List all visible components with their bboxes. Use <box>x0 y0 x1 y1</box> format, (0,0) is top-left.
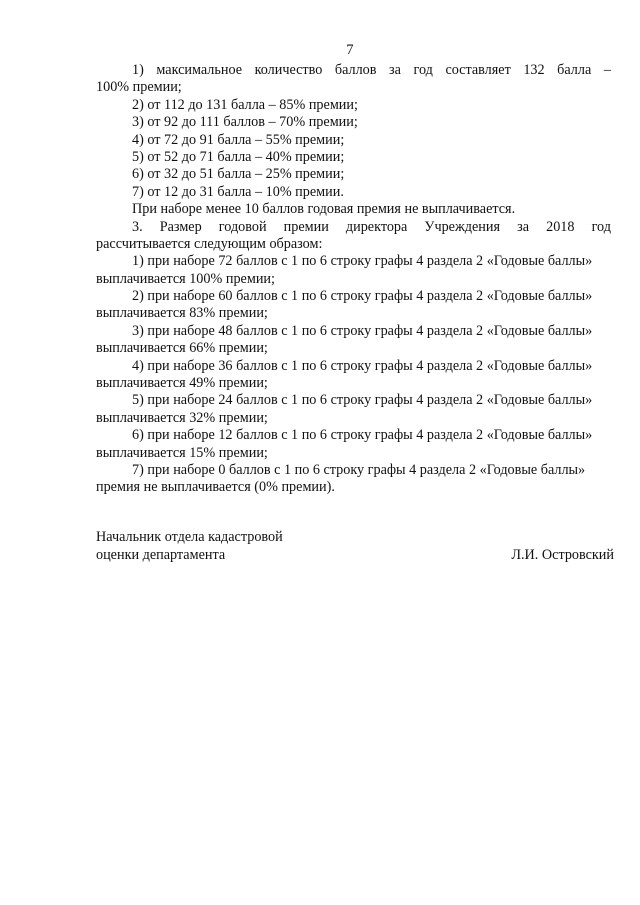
list-1-item-5: 5) от 52 до 71 балла – 40% премии; <box>132 148 345 165</box>
word: директора <box>345 218 408 235</box>
word: 3. <box>132 218 143 235</box>
list-1-item-1-line-1 <box>96 62 611 79</box>
list-2-item-5-line-2: выплачивается 32% премии; <box>96 409 268 426</box>
list-1-item-2: 2) от 112 до 131 балла – 85% премии; <box>132 96 358 113</box>
signature-row <box>96 547 614 565</box>
word: балла <box>557 62 592 78</box>
signature-block <box>96 529 614 564</box>
word: год <box>413 62 433 78</box>
list-1-item-1-line-2: 100% премии; <box>96 79 182 96</box>
list-2-item-5-line-1: 5) при наборе 24 баллов с 1 по 6 строку графы 4 раздела 2 «Годовые баллы» <box>132 392 593 409</box>
word: годовой <box>218 218 267 235</box>
list-1-item-7: 7) от 12 до 31 балла – 10% премии. <box>132 183 344 200</box>
list-1-item-3: 3) от 92 до 111 баллов – 70% премии; <box>132 114 358 131</box>
list-2-item-1-line-2: выплачивается 100% премии; <box>96 270 275 287</box>
signatory-position-line-2: оценки департамента <box>96 546 226 563</box>
word: за <box>517 218 530 235</box>
word: 1) <box>132 62 144 78</box>
list-2-item-7-line-1: 7) при наборе 0 баллов с 1 по 6 строку графы 4 раздела 2 «Годовые баллы» <box>132 461 586 478</box>
list-2-item-6-line-2: выплачивается 15% премии; <box>96 444 268 461</box>
list-2-item-6-line-1: 6) при наборе 12 баллов с 1 по 6 строку графы 4 раздела 2 «Годовые баллы» <box>132 427 593 444</box>
page-number: 7 <box>346 42 354 58</box>
signatory-position-line-1: Начальник отдела кадастровой <box>96 529 283 545</box>
word: 132 <box>523 62 545 78</box>
word: составляет <box>445 62 511 78</box>
word: год <box>591 218 611 235</box>
list-1-item-4: 4) от 72 до 91 балла – 55% премии; <box>132 131 345 148</box>
word: количество <box>254 62 323 78</box>
list-2-item-1-line-1: 1) при наборе 72 баллов с 1 по 6 строку графы 4 раздела 2 «Годовые баллы» <box>132 253 593 270</box>
list-1-note: При наборе менее 10 баллов годовая премия не выплачивается. <box>132 201 516 218</box>
list-2-item-2-line-1: 2) при наборе 60 баллов с 1 по 6 строку графы 4 раздела 2 «Годовые баллы» <box>132 288 593 305</box>
word: Учреждения <box>424 218 501 235</box>
section-3-line-2: рассчитывается следующим образом: <box>96 235 323 252</box>
signatory-name: Л.И. Островский <box>511 546 614 563</box>
word: – <box>603 62 611 78</box>
list-2-item-2-line-2: выплачивается 83% премии; <box>96 305 268 322</box>
section-3-line-1 <box>96 219 611 236</box>
list-2-item-7-line-2: премия не выплачивается (0% премии). <box>96 479 335 496</box>
list-2-item-3-line-1: 3) при наборе 48 баллов с 1 по 6 строку графы 4 раздела 2 «Годовые баллы» <box>132 322 593 339</box>
word: 2018 <box>546 218 575 235</box>
word: максимальное <box>156 62 243 78</box>
list-2-item-4-line-1: 4) при наборе 36 баллов с 1 по 6 строку графы 4 раздела 2 «Годовые баллы» <box>132 357 593 374</box>
word: премии <box>283 218 329 235</box>
word: Размер <box>159 218 202 235</box>
document-body <box>96 62 611 497</box>
word: баллов <box>334 62 377 78</box>
list-1-item-6: 6) от 32 до 51 балла – 25% премии; <box>132 166 345 183</box>
list-2-item-4-line-2: выплачивается 49% премии; <box>96 375 268 392</box>
word: за <box>389 62 401 78</box>
list-2-item-3-line-2: выплачивается 66% премии; <box>96 340 268 357</box>
